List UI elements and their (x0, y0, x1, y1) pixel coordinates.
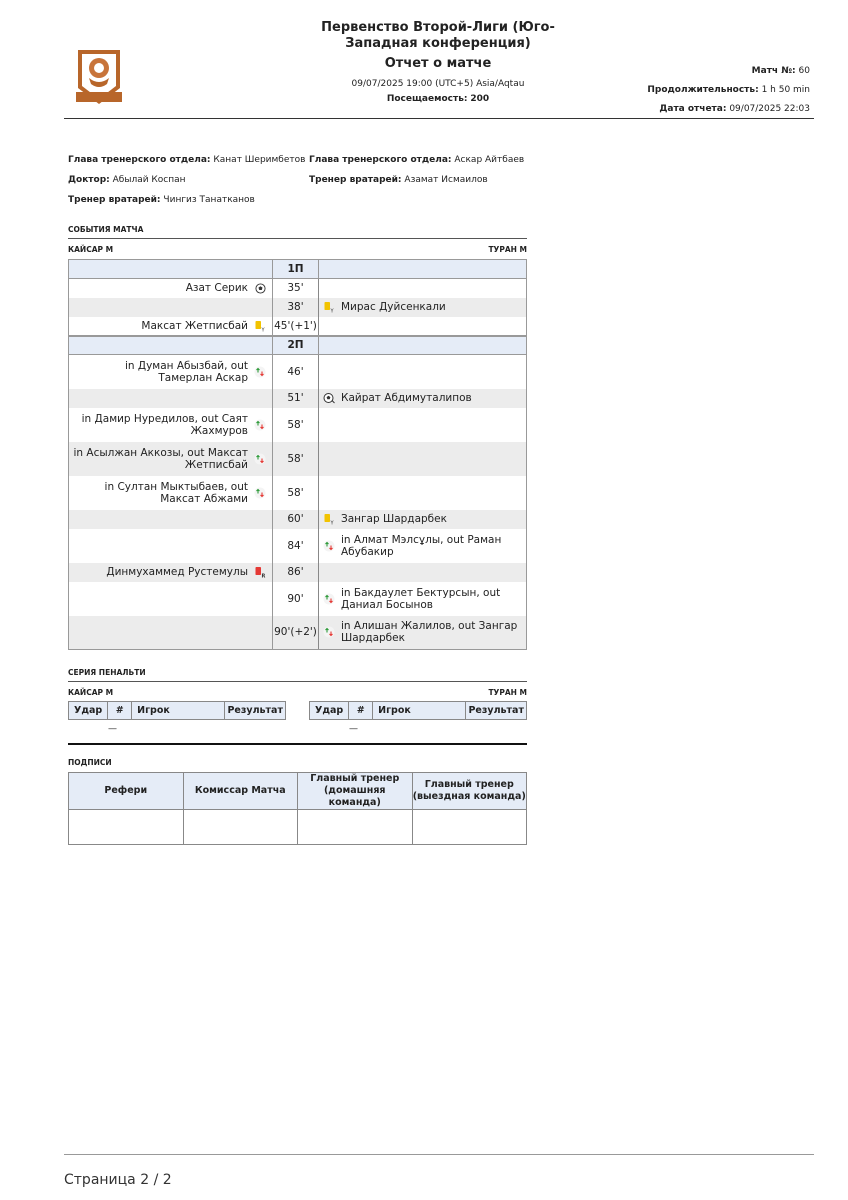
penalty-teams (68, 688, 527, 697)
away-team-name: ТУРАН М (488, 245, 527, 254)
substitution-icon (323, 593, 335, 605)
penalty-section (68, 668, 527, 697)
event-minute: 58' (273, 408, 319, 442)
away-penalty-table (309, 701, 527, 720)
event-player: in Алишан Жалилов, out Зангар Шардарбек (341, 620, 518, 645)
period-row (69, 260, 527, 279)
footer-divider (64, 1154, 814, 1155)
svg-text:R: R (261, 573, 266, 578)
section-title: СЕРИЯ ПЕНАЛЬТИ (68, 668, 527, 682)
report-date: Дата отчета: 09/07/2025 22:03 (659, 104, 810, 114)
attendance: Посещаемость: 200 (386, 94, 490, 104)
col-header: Результат (225, 702, 286, 720)
yellow-card-icon (323, 513, 335, 525)
event-player: in Султан Мыктыбаев, out Максат Абжами (104, 480, 248, 505)
staff-line: Тренер вратарей: Чингиз Танатканов (68, 195, 255, 205)
col-header: Удар (69, 702, 108, 720)
page-number: Страница 2 / 2 (64, 1172, 172, 1188)
sig-col-away-coach: Главный тренер (выездная команда) (412, 773, 527, 810)
event-row (69, 442, 527, 476)
sig-box-commissioner[interactable] (183, 810, 298, 845)
sig-box-referee[interactable] (69, 810, 184, 845)
event-player: in Асылжан Аккозы, out Максат Жетписбай (73, 446, 248, 471)
events-section (68, 225, 527, 254)
home-staff (68, 150, 305, 210)
substitution-icon (323, 540, 335, 552)
period-label: 2П (273, 336, 319, 355)
event-row (69, 510, 527, 529)
event-row (69, 355, 527, 389)
home-team-name: КАЙСАР М (68, 688, 114, 697)
event-minute: 51' (273, 389, 319, 408)
event-minute: 90' (273, 582, 319, 616)
header-divider (64, 118, 814, 119)
event-minute: 46' (273, 355, 319, 389)
away-team-name: ТУРАН М (488, 688, 527, 697)
penalty-divider (68, 743, 527, 745)
col-header: # (108, 702, 132, 720)
substitution-icon (254, 487, 266, 499)
svg-text:Y: Y (261, 327, 265, 332)
red-card-icon (254, 566, 266, 578)
away-staff (309, 150, 524, 190)
svg-text:Y: Y (330, 520, 334, 525)
yellow-card-icon (254, 320, 266, 332)
svg-text:Y: Y (330, 308, 334, 313)
staff-line: Глава тренерского отдела: Канат Шеримбетов (68, 155, 306, 165)
period-label: 1П (273, 260, 319, 279)
period-row (69, 336, 527, 355)
event-player: Азат Серик (185, 282, 248, 295)
sig-box-away-coach[interactable] (412, 810, 527, 845)
match-number: Матч №: 60 (751, 66, 810, 76)
staff-line: Доктор: Абылай Коспан (68, 175, 186, 185)
substitution-icon (254, 419, 266, 431)
substitution-icon (323, 626, 335, 638)
event-player: Динмухаммед Рустемулы (106, 566, 248, 578)
event-player: Кайрат Абдимуталипов (341, 392, 472, 404)
col-header: Удар (310, 702, 349, 720)
sig-box-home-coach[interactable] (298, 810, 413, 845)
events-table (68, 259, 527, 650)
match-datetime: 09/07/2025 19:00 (UTC+5) Asia/Aqtau (351, 79, 525, 89)
event-player: Максат Жетписбай (141, 319, 248, 332)
event-minute: 86' (273, 563, 319, 582)
league-logo (74, 48, 124, 106)
report-subtitle: Отчет о матче (384, 56, 492, 71)
tournament-title: Первенство Второй-Лиги (Юго-Западная конференция) (321, 20, 555, 51)
event-row (69, 529, 527, 563)
event-player: in Дамир Нуредилов, out Саят Жахмуров (81, 412, 248, 437)
event-minute: 38' (273, 298, 319, 317)
substitution-icon (254, 453, 266, 465)
event-row (69, 298, 527, 317)
signatures-section (68, 758, 527, 767)
home-penalty-table (68, 701, 286, 720)
event-row (69, 582, 527, 616)
sig-col-commissioner: Комиссар Матча (183, 773, 298, 810)
event-row (69, 408, 527, 442)
events-teams (68, 245, 527, 254)
col-header: Игрок (373, 702, 466, 720)
event-minute: 58' (273, 442, 319, 476)
col-header: Результат (466, 702, 527, 720)
match-duration: Продолжительность: 1 h 50 min (647, 85, 810, 95)
event-minute: 84' (273, 529, 319, 563)
yellow-card-icon (323, 301, 335, 313)
home-penalty-empty: — (108, 724, 117, 734)
event-player: Мирас Дуйсенкали (341, 301, 446, 313)
goal-icon (254, 282, 266, 294)
match-meta (647, 62, 810, 119)
signatures-table (68, 772, 527, 845)
event-minute: 45'(+1') (273, 317, 319, 336)
event-minute: 58' (273, 476, 319, 510)
col-header: Игрок (132, 702, 225, 720)
event-row (69, 279, 527, 298)
sig-col-home-coach: Главный тренер (домашняя команда) (298, 773, 413, 810)
event-player: Зангар Шардарбек (341, 513, 447, 525)
event-minute: 90'(+2') (273, 616, 319, 650)
event-row (69, 389, 527, 408)
staff-line: Тренер вратарей: Азамат Исмаилов (309, 175, 488, 185)
event-player: in Думан Абызбай, out Тамерлан Аскар (124, 359, 248, 384)
section-title: СОБЫТИЯ МАТЧА (68, 225, 527, 239)
assist-icon (323, 392, 335, 404)
event-row (69, 563, 527, 582)
home-team-name: КАЙСАР М (68, 245, 114, 254)
event-player: in Бакдаулет Бектурсын, out Даниал Босынов (341, 586, 501, 611)
report-title-block (290, 20, 586, 104)
event-minute: 60' (273, 510, 319, 529)
staff-line: Глава тренерского отдела: Аскар Айтбаев (309, 155, 525, 165)
away-penalty-empty: — (349, 724, 358, 734)
sig-col-referee: Рефери (69, 773, 184, 810)
event-minute: 35' (273, 279, 319, 298)
substitution-icon (254, 366, 266, 378)
event-player: in Алмат Мэлсұлы, out Раман Абубакир (341, 533, 502, 558)
event-row (69, 317, 527, 336)
col-header: # (349, 702, 373, 720)
event-row (69, 616, 527, 650)
section-title: ПОДПИСИ (68, 758, 112, 767)
event-row (69, 476, 527, 510)
